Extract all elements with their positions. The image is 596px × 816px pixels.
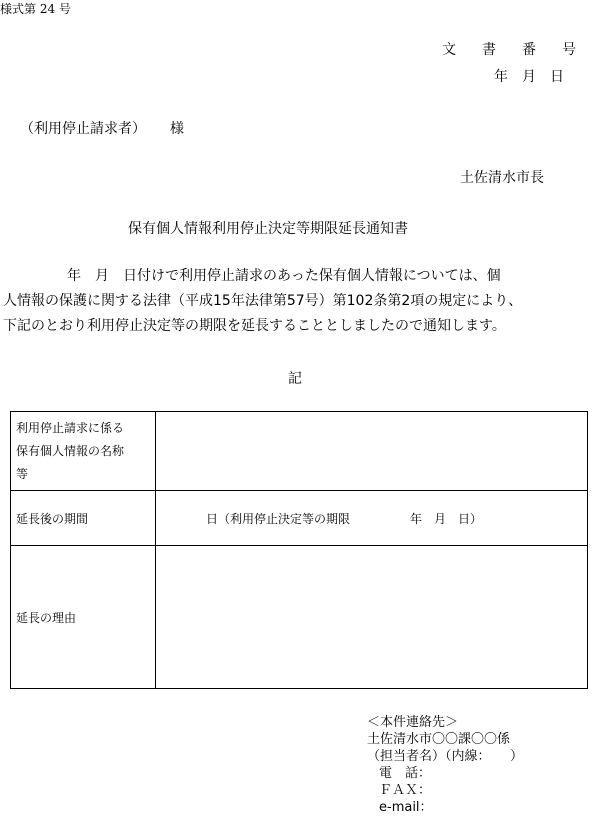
table-label-cell xyxy=(11,412,156,491)
contact-block xyxy=(367,714,523,816)
table-value-cell xyxy=(156,546,588,689)
table-label-line: 利用停止請求に係る xyxy=(16,420,125,435)
table-label-cell: 延長の理由 xyxy=(11,546,156,689)
document-date: 年 月 日 xyxy=(494,69,564,85)
doc-number-char: 文 xyxy=(442,42,456,58)
recipient-name-label: （利用停止請求者） xyxy=(20,121,146,137)
issuer: 土佐清水市長 xyxy=(460,170,544,186)
contact-department: 土佐清水市〇〇課〇〇係 xyxy=(367,732,511,747)
recipient-honorific: 様 xyxy=(170,121,184,137)
table-row xyxy=(11,546,588,689)
doc-number-char: 号 xyxy=(562,42,576,58)
table-value-cell xyxy=(156,491,588,546)
ki-marker: 記 xyxy=(288,371,302,387)
contact-phone: 電 話： xyxy=(379,766,432,781)
contact-email: e-mail： xyxy=(379,800,433,815)
info-table xyxy=(10,411,588,689)
body-line: 年 月 日付けで利用停止請求のあった保有個人情報については、個 xyxy=(67,268,501,284)
contact-person: （担当者名）（内線： ） xyxy=(367,749,524,764)
body-line: 下記のとおり利用停止決定等の期限を延長することとしましたので通知します。 xyxy=(3,318,506,334)
table-label-line: 保有個人情報の名称 xyxy=(16,443,125,458)
doc-number-char: 番 xyxy=(522,42,536,58)
table-label-cell: 延長後の期間 xyxy=(11,491,156,546)
contact-fax: ＦＡＸ： xyxy=(379,783,432,798)
body-text xyxy=(3,264,595,339)
recipient xyxy=(20,118,184,138)
contact-heading: ＜本件連絡先＞ xyxy=(367,715,459,730)
doc-number-char: 書 xyxy=(482,42,496,58)
table-row xyxy=(11,412,588,491)
form-number: 様式第 24 号 xyxy=(0,2,71,16)
table-label-line: 等 xyxy=(16,466,29,481)
extension-date-text: 年 月 日） xyxy=(410,511,483,526)
table-value-cell xyxy=(156,412,588,491)
document-number-label xyxy=(442,39,576,59)
document-title: 保有個人情報利用停止決定等期限延長通知書 xyxy=(128,221,408,237)
extension-deadline-text: 日（利用停止決定等の期限 xyxy=(206,511,351,526)
body-line: 人情報の保護に関する法律（平成15年法律第57号）第102条第2項の規定により、 xyxy=(3,293,523,309)
table-row xyxy=(11,491,588,546)
